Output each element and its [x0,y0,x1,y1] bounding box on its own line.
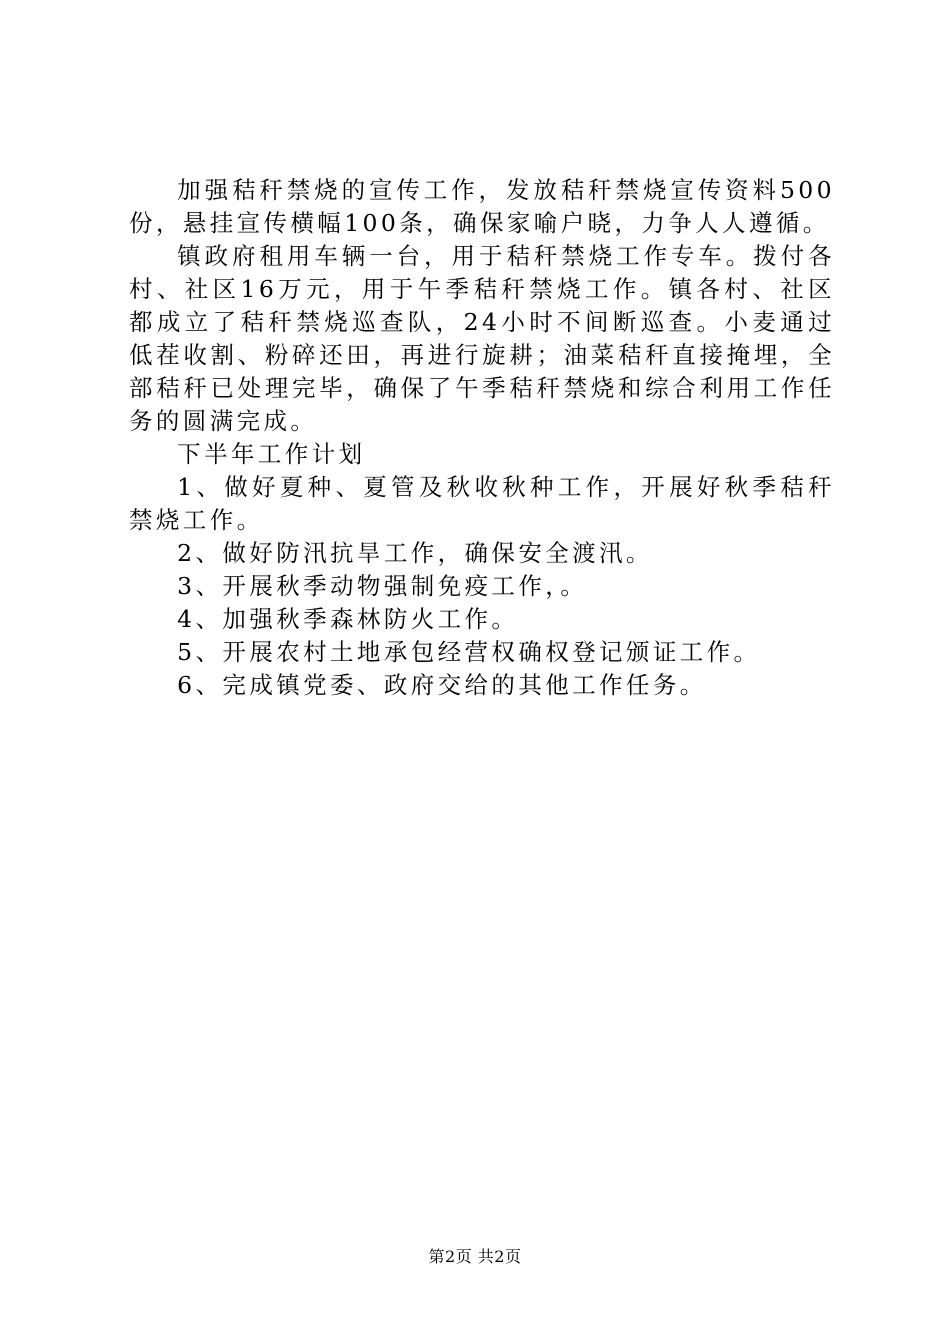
plan-item-3: 3、开展秋季动物强制免疫工作，。 [177,572,588,600]
plan-item-4: 4、加强秋季森林防火工作。 [177,605,519,633]
plan-item-6: 6、完成镇党委、政府交给的其他工作任务。 [177,671,707,699]
plan-item-2: 2、做好防汛抗旱工作，确保安全渡汛。 [177,539,653,567]
page-number-footer: 第2页 共2页 [428,1247,522,1266]
paragraph-measures: 镇政府租用车辆一台，用于秸秆禁烧工作专车。拨付各村、社区16万元，用于午季秸秆禁烧工作。镇各村、社区都成立了秸秆禁烧巡查队，24小时不间断巡查。小麦通过低茬收割、粉碎还田，再进行旋耕；油菜秸秆直接掩埋，全部秸秆已处理完毕，确保了午季秸秆禁烧和综合利用工作任务的圆满完成。 [129,242,835,435]
section-heading-plan: 下半年工作计划 [177,440,366,468]
plan-item-5: 5、开展农村土地承包经营权确权登记颁证工作。 [177,638,761,666]
paragraph-propaganda: 加强秸秆禁烧的宣传工作，发放秸秆禁烧宣传资料500份，悬挂宣传横幅100条，确保家喻户晓，力争人人遵循。 [129,176,835,237]
document-body [129,174,835,702]
plan-item-1: 1、做好夏种、夏管及秋收秋种工作，开展好秋季秸秆禁烧工作。 [129,473,835,534]
